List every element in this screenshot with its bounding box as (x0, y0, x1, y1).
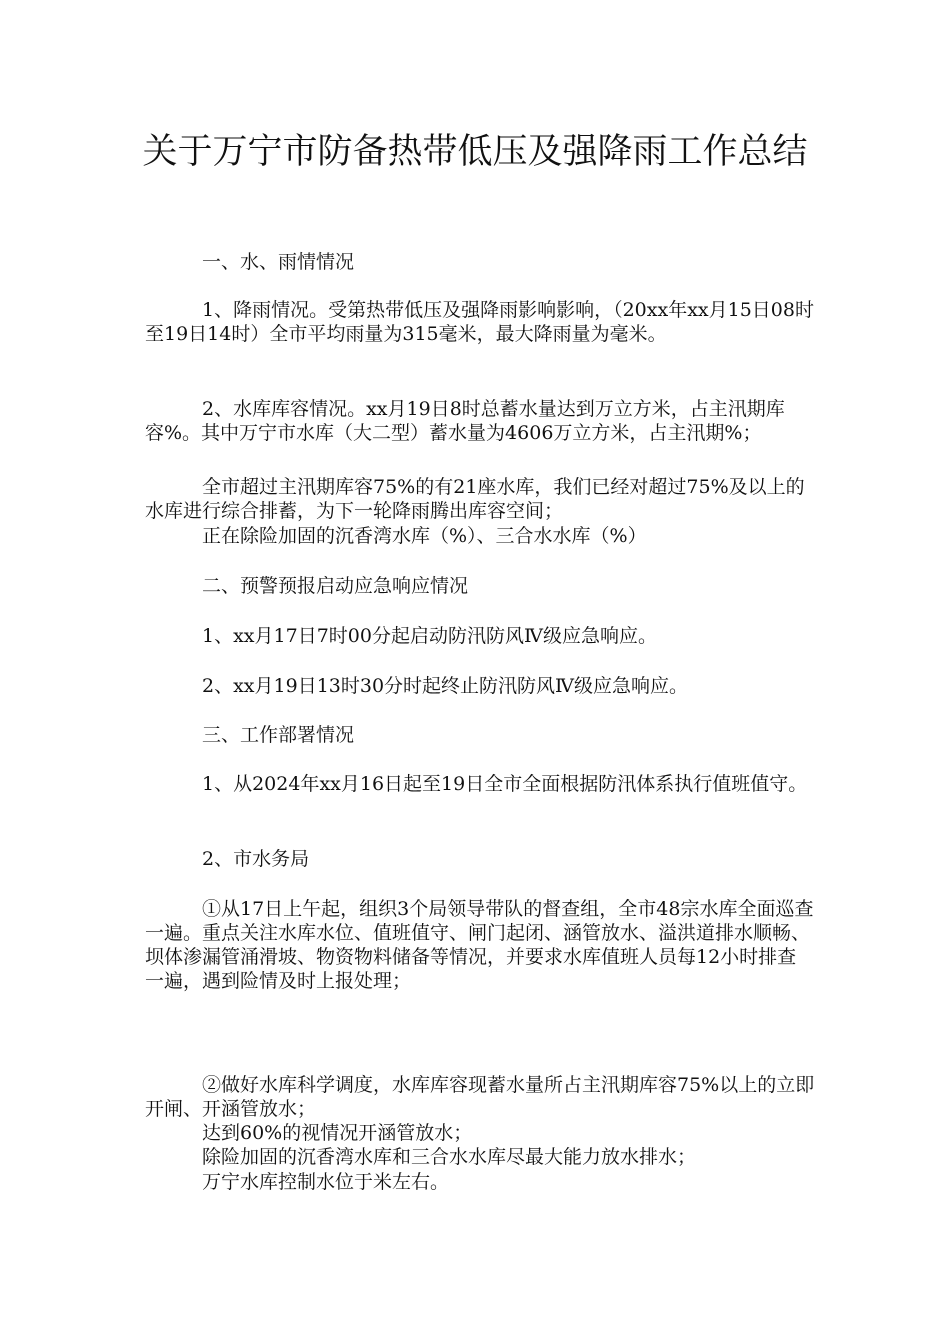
section-2-heading: 二、预警预报启动应急响应情况 (202, 575, 469, 597)
section-3-paragraph-water-bureau: 2、市水务局 (202, 848, 310, 870)
section-3-paragraph-water-level: 万宁水库控制水位于米左右。 (202, 1171, 450, 1193)
document-title: 关于万宁市防备热带低压及强降雨工作总结 (142, 132, 808, 172)
section-1-paragraph-over-capacity: 全市超过主汛期库容75%的有21座水库，我们已经对超过75%及以上的水库进行综合排蓄，为下一轮降雨腾出库容空间； (145, 476, 805, 522)
section-2-paragraph-start-response: 1、xx月17日7时00分起启动防汛防风Ⅳ级应急响应。 (202, 625, 657, 647)
section-3-paragraph-scheduling: ②做好水库科学调度，水库库容现蓄水量所占主汛期库容75%以上的立即开闸、开涵管放水； (145, 1074, 815, 1120)
section-1-paragraph-reinforcement: 正在除险加固的沉香湾水库（%）、三合水水库（%） (202, 525, 647, 547)
section-3-paragraph-duty: 1、从2024年xx月16日起至19日全市全面根据防汛体系执行值班值守。 (202, 773, 808, 795)
section-1-paragraph-rainfall: 1、降雨情况。受第热带低压及强降雨影响影响，（20xx年xx月15日08时至19日14时）全市平均雨量为315毫米，最大降雨量为毫米。 (145, 299, 814, 345)
section-2-paragraph-end-response: 2、xx月19日13时30分时起终止防汛防风Ⅳ级应急响应。 (202, 675, 689, 697)
section-3-heading: 三、工作部署情况 (202, 724, 355, 746)
section-1-heading: 一、水、雨情情况 (202, 251, 355, 273)
section-3-paragraph-inspection: ①从17日上午起，组织3个局领导带队的督查组，全市48宗水库全面巡查一遍。重点关注水库水位、值班值守、闸门起闭、涵管放水、溢洪道排水顺畅、坝体渗漏管涌滑坡、物资物料储备等情况，并要求水库值班人员每12小时排查一遍，遇到险情及时上报处理； (145, 898, 814, 992)
section-3-paragraph-sixty-percent: 达到60%的视情况开涵管放水； (202, 1122, 473, 1144)
section-1-paragraph-reservoir: 2、水库库容情况。xx月19日8时总蓄水量达到万立方米，占主汛期库容%。其中万宁市水库（大二型）蓄水量为4606万立方米，占主汛期%； (145, 398, 785, 444)
section-3-paragraph-drainage: 除险加固的沉香湾水库和三合水水库尽最大能力放水排水； (202, 1146, 697, 1168)
